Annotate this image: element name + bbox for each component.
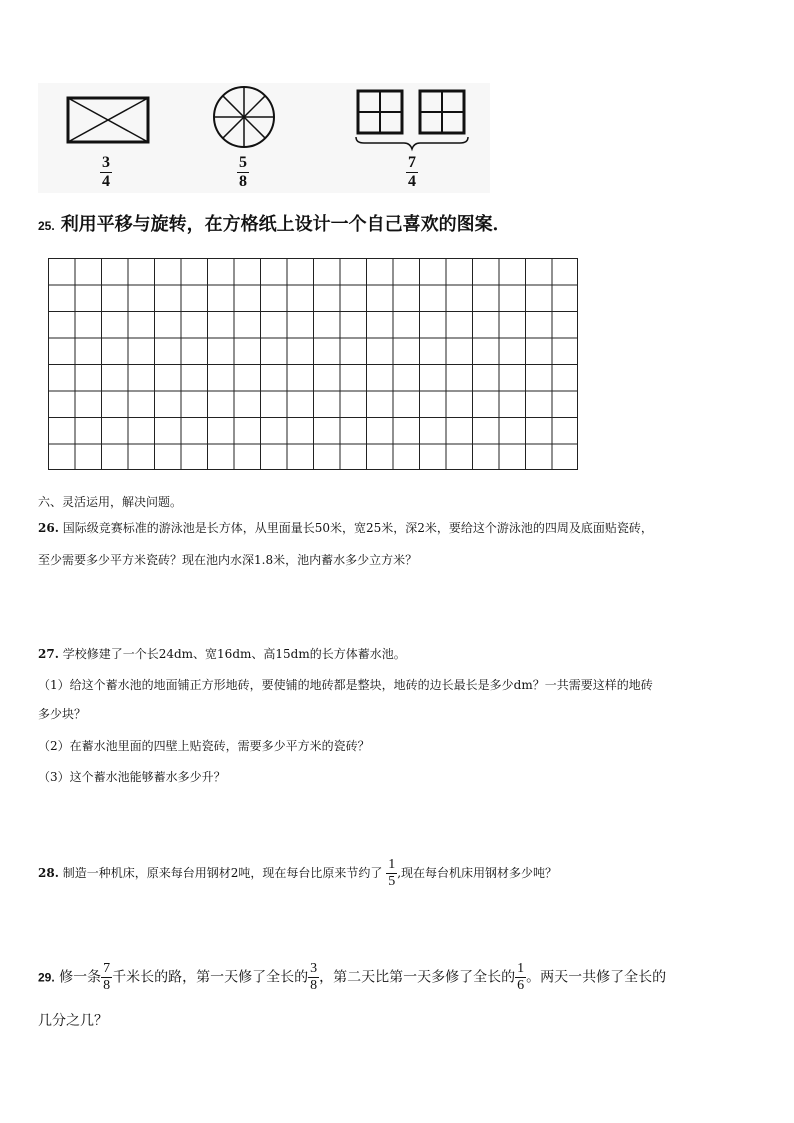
question-27: 27. 学校修建了一个长24dm、宽16dm、高15dm的长方体蓄水池。 <box>38 647 406 661</box>
question-27-part-3: （3）这个蓄水池能够蓄水多少升？ <box>38 770 226 784</box>
question-28: 28. 制造一种机床，原来每台用钢材2吨，现在每台比原来节约了 $\frac{1}{5}$ ,现在每台机床用钢材多少吨？ <box>38 857 558 889</box>
question-25: 25. 利用平移与旋转，在方格纸上设计一个自己喜欢的图案． <box>38 214 511 235</box>
fraction-label-1: $\frac{3}{4}$ <box>102 154 110 190</box>
circle-figure <box>214 87 274 147</box>
fraction-seven-eighths: $\frac{7}{8}$ <box>103 961 111 993</box>
question-27-part-2: （2）在蓄水池里面的四壁上贴瓷砖，需要多少平方米的瓷砖？ <box>38 739 370 753</box>
fraction-label-2: $\frac{5}{8}$ <box>239 154 247 190</box>
question-26-continued: 至少需要多少平方米瓷砖？现在池内水深1.8米，池内蓄水多少立方米？ <box>38 553 418 567</box>
fraction-one-sixth: $\frac{1}{6}$ <box>517 961 525 993</box>
rectangle-figure <box>68 98 148 142</box>
section-heading: 六、灵活运用，解决问题。 <box>38 495 183 509</box>
design-grid[interactable] <box>48 258 578 470</box>
question-29: 29. 修一条 $\frac{7}{8}$ 千米长的路，第一天修了全长的 $\frac{3}{8}$ ，第二天比第一天多修了全长的 $\frac{1}{6}$ 。两天一共修了全长的 <box>38 961 667 993</box>
squares-figure <box>356 91 468 149</box>
fraction-one-fifth: $\frac{1}{5}$ <box>388 857 396 889</box>
question-27-part-1-continued: 多少块？ <box>38 707 87 721</box>
question-29-continued: 几分之几？ <box>38 1013 108 1029</box>
question-26: 26. 国际级竞赛标准的游泳池是长方体，从里面量长50米，宽25米，深2米，要给这个游泳池的四周及底面贴瓷砖， <box>38 521 653 535</box>
fraction-label-3: $\frac{7}{4}$ <box>408 154 416 190</box>
question-27-part-1: （1）给这个蓄水池的地面铺正方形地砖，要使铺的地砖都是整块，地砖的边长最长是多少dm？一共需要这样的地砖 <box>38 678 653 692</box>
fraction-figures <box>38 83 490 193</box>
fraction-three-eighths: $\frac{3}{8}$ <box>310 961 318 993</box>
